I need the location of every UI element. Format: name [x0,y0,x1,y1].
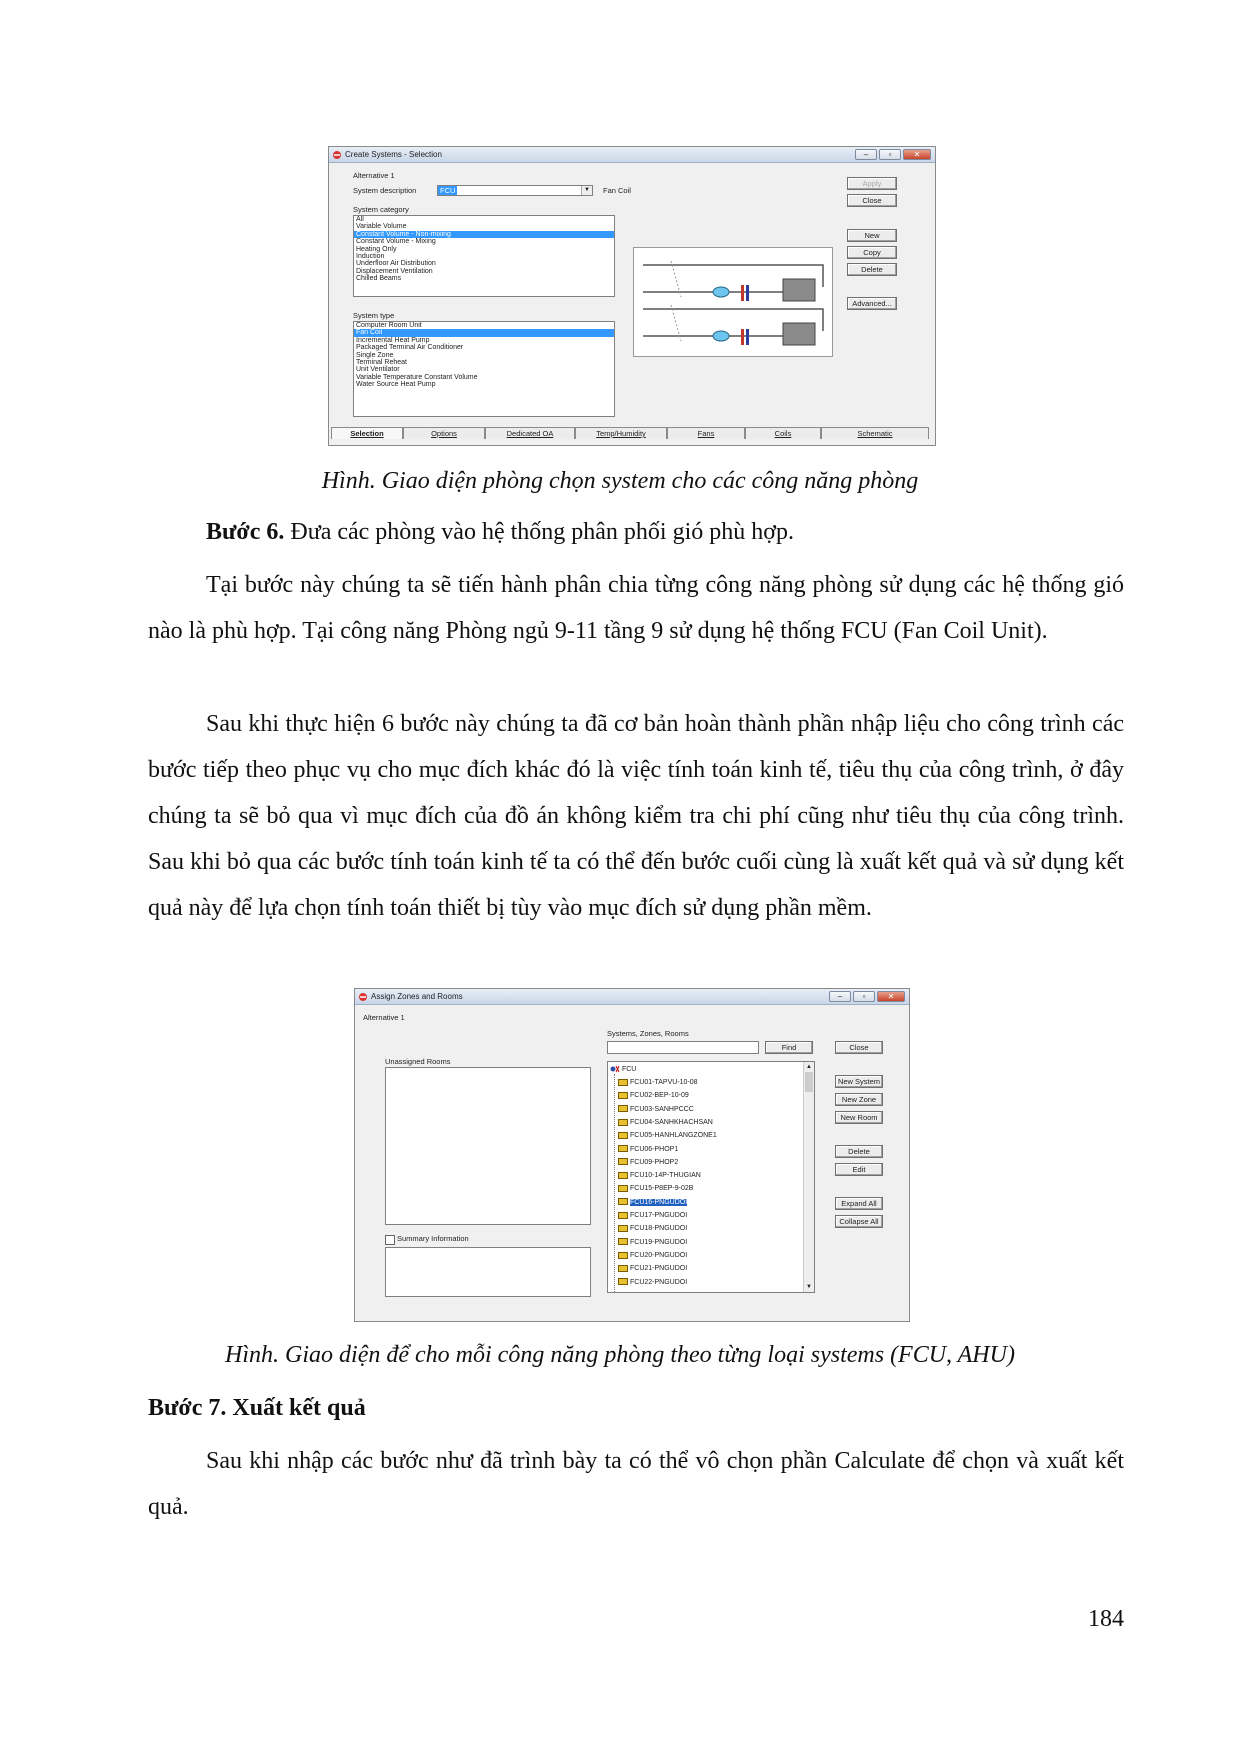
unassigned-rooms-list[interactable] [385,1067,591,1225]
system-description-value: FCU [440,186,456,195]
tree-node-label: FCU06-PHOP1 [630,1145,679,1153]
tree-node-label: FCU10-14P-THUGIAN [630,1172,701,1180]
zone-folder-icon [618,1185,628,1192]
page-number: 184 [1088,1606,1124,1632]
tree-node-label: FCU17-PNGUDOI [630,1212,688,1219]
system-category-item[interactable]: All [356,216,364,223]
system-type-list[interactable] [353,321,615,417]
tab-options[interactable]: Options [403,427,485,439]
system-description-label: System description [353,186,417,195]
system-category-label: System category [353,205,409,214]
collapse-all-button[interactable]: Collapse All [835,1215,883,1228]
step6-heading-text: Đưa các phòng vào hệ thống phân phối gió phù hợp. [284,519,794,545]
tab-fans[interactable]: Fans [667,427,745,439]
step6-heading-bold: Bước 6. [206,519,285,545]
system-type-item[interactable]: Terminal Reheat [356,359,407,367]
minimize-button[interactable]: – [829,991,851,1002]
zone-folder-icon [618,1225,628,1232]
system-description-side: Fan Coil [603,186,631,195]
close-button[interactable]: Close [835,1041,883,1054]
system-schematic-preview [633,247,833,357]
system-type-item[interactable]: Packaged Terminal Air Conditioner [356,344,464,352]
system-category-item[interactable]: Induction [356,253,385,261]
step7-heading-text: . Xuất kết quả [220,1395,366,1421]
app-icon [332,150,342,160]
tree-node-label: FCU05-HANHLANGZONE1 [630,1132,717,1140]
paragraph-1: Tại bước này chúng ta sẽ tiến hành phân chia từng công năng phòng sử dụng các hệ thống gió nào là phù hợp. Tại công năng Phòng ngủ 9-11 tầng 9 sử dụng hệ thống FCU (Fan Coil Unit). [148,572,1124,644]
tab-selection[interactable]: Selection [331,427,403,439]
tree-node-label: FCU03-SANHPCCC [630,1105,694,1113]
tree-scrollbar[interactable] [803,1062,814,1292]
paragraph-3: Sau khi nhập các bước như đã trình bày ta có thể vô chọn phần Calculate để chọn và xuất kết quả. [148,1448,1124,1520]
tree-node[interactable] [618,1237,687,1248]
window-title: Assign Zones and Rooms [371,992,463,1001]
tree-node[interactable] [618,1277,687,1288]
new-system-button[interactable]: New System [835,1075,883,1088]
system-description-select[interactable] [437,185,593,196]
system-category-item[interactable]: Heating Only [356,245,397,253]
zone-folder-icon [618,1198,628,1205]
tree-node[interactable] [618,1210,687,1221]
summary-information-label: Summary Information [397,1234,469,1243]
zone-folder-icon [618,1132,628,1139]
tab-schematic[interactable]: Schematic [821,427,929,439]
tree-node[interactable] [618,1250,687,1261]
tab-coils[interactable]: Coils [745,427,821,439]
tree-node-label: FCU21-PNGUDOI [630,1265,688,1273]
system-type-item[interactable]: Fan Coil [354,329,614,336]
zone-folder-icon [618,1265,628,1272]
tree-node-label: FCU22-PNGUDOI [630,1278,688,1286]
unassigned-rooms-label: Unassigned Rooms [385,1057,451,1066]
app-icon [358,992,368,1002]
tree-node-label: FCU19-PNGUDOI [630,1238,688,1246]
tree-node[interactable] [618,1104,694,1115]
tree-guide-line [614,1074,615,1293]
maximize-button[interactable]: ▫ [879,149,901,160]
system-category-item[interactable]: Displacement Ventilation [356,267,433,275]
system-type-item[interactable]: Single Zone [356,351,394,359]
tree-node[interactable] [618,1144,678,1155]
minimize-button[interactable]: – [855,149,877,160]
zone-folder-icon [618,1079,628,1086]
tree-node[interactable] [618,1197,687,1208]
system-category-item[interactable]: Underfloor Air Distribution [356,260,436,268]
zone-folder-icon [618,1278,628,1285]
tree-node[interactable] [618,1170,701,1181]
new-zone-button[interactable]: New Zone [835,1093,883,1106]
summary-checkbox[interactable] [385,1235,395,1245]
tab-bar [331,427,933,439]
new-room-button[interactable]: New Room [835,1111,883,1124]
step6-heading [206,509,1126,555]
zone-folder-icon [618,1105,628,1112]
tree-root-label: FCU [621,1066,637,1073]
expand-all-button[interactable]: Expand All [835,1197,883,1210]
window-titlebar [329,147,935,163]
tree-node-label: FCU09-PHOP2 [630,1158,679,1166]
tree-node[interactable] [618,1183,693,1194]
delete-button[interactable]: Delete [835,1145,883,1158]
alternative-label: Alternative 1 [363,1013,405,1022]
tree-label: Systems, Zones, Rooms [607,1029,689,1038]
system-category-item[interactable]: Constant Volume - Mixing [356,238,436,246]
maximize-button[interactable]: ▫ [853,991,875,1002]
system-node-icon [610,1065,620,1073]
tree-node[interactable] [618,1157,678,1168]
system-category-list[interactable] [353,215,615,297]
alternative-label: Alternative 1 [353,171,395,180]
close-window-button[interactable]: ✕ [877,991,905,1002]
chevron-down-icon[interactable]: ▼ [581,186,592,195]
edit-button[interactable]: Edit [835,1163,883,1176]
tree-node[interactable] [618,1077,698,1088]
systems-tree[interactable] [607,1061,815,1293]
find-button[interactable]: Find [765,1041,813,1054]
advanced-button[interactable]: Advanced... [847,297,897,310]
tree-node[interactable] [618,1263,687,1274]
tree-node[interactable] [618,1090,689,1101]
apply-button[interactable]: Apply [847,177,897,190]
zone-folder-icon [618,1145,628,1152]
tree-node-label: FCU02-BEP-10-09 [630,1092,689,1100]
tree-node-label: FCU16-PNGUDOI [630,1198,688,1206]
tree-node-label: FCU04-SANHKHACHSAN [630,1118,713,1126]
tree-node[interactable] [618,1117,713,1128]
tab-temp-humidity[interactable]: Temp/Humidity [575,427,667,439]
window-title: Create Systems - Selection [345,150,442,159]
copy-button[interactable]: Copy [847,246,897,259]
zone-folder-icon [618,1119,628,1126]
zone-folder-icon [618,1252,628,1259]
scroll-down-icon[interactable]: ▼ [806,1284,812,1290]
new-button[interactable]: New [847,229,897,242]
step7-heading-label: Bước 7 [148,1395,221,1421]
scroll-up-icon[interactable]: ▲ [806,1064,812,1070]
zone-folder-icon [618,1172,628,1179]
assign-zones-window [354,988,910,1322]
system-type-item[interactable]: Computer Room Unit [356,322,422,329]
figure2-caption: Hình. Giao diện để cho mỗi công năng phòng theo từng loại systems (FCU, AHU) [225,1342,1015,1368]
paragraph-2: Sau khi thực hiện 6 bước này chúng ta đã cơ bản hoàn thành phần nhập liệu cho công trình các bước tiếp theo phục vụ cho mục đích khác đó là việc tính toán kinh tế, tiêu thụ của công trình, ở đây chúng ta sẽ bỏ qua vì mục đích của đồ án không kiểm tra chi phí cũng như tiêu thụ của công trình. Sau khi bỏ qua các bước tính toán kinh tế ta có thể đến bước cuối cùng là xuất kết quả và sử dụng kết quả này để lựa chọn tính toán thiết bị tùy vào mục đích sử dụng phần mềm. [148,711,1124,921]
create-systems-window [328,146,936,446]
system-category-item[interactable]: Chilled Beams [356,275,402,283]
system-category-item[interactable]: Constant Volume - Non-mixing [354,231,614,238]
window-titlebar [355,989,909,1005]
zone-folder-icon [618,1092,628,1099]
tree-node[interactable] [618,1223,687,1234]
scroll-thumb[interactable] [805,1072,813,1092]
tree-node-label: FCU20-PNGUDOI [630,1251,688,1259]
system-type-item[interactable]: Unit Ventilator [356,366,400,374]
system-category-item[interactable]: Variable Volume [356,223,407,231]
step7-heading [148,1385,1124,1431]
zone-folder-icon [618,1212,628,1219]
tree-node[interactable] [618,1130,717,1141]
system-type-item[interactable]: Variable Temperature Constant Volume [356,373,478,381]
tree-node-label: FCU01-TAPVU-10-08 [630,1079,698,1086]
delete-button[interactable]: Delete [847,263,897,276]
tab-dedicated-oa[interactable]: Dedicated OA [485,427,575,439]
system-type-label: System type [353,311,395,320]
summary-information-box [385,1247,591,1297]
tree-node-label: FCU18-PNGUDOI [630,1225,688,1233]
system-type-item[interactable]: Water Source Heat Pump [356,381,436,389]
search-input[interactable] [607,1041,759,1054]
tree-node-label: FCU15-P8EP-9-02B [630,1185,694,1193]
close-window-button[interactable]: ✕ [903,149,931,160]
figure1-caption: Hình. Giao diện phòng chọn system cho các công năng phòng [321,468,919,494]
zone-folder-icon [618,1158,628,1165]
system-type-item[interactable]: Incremental Heat Pump [356,336,430,344]
close-button[interactable]: Close [847,194,897,207]
zone-folder-icon [618,1238,628,1245]
